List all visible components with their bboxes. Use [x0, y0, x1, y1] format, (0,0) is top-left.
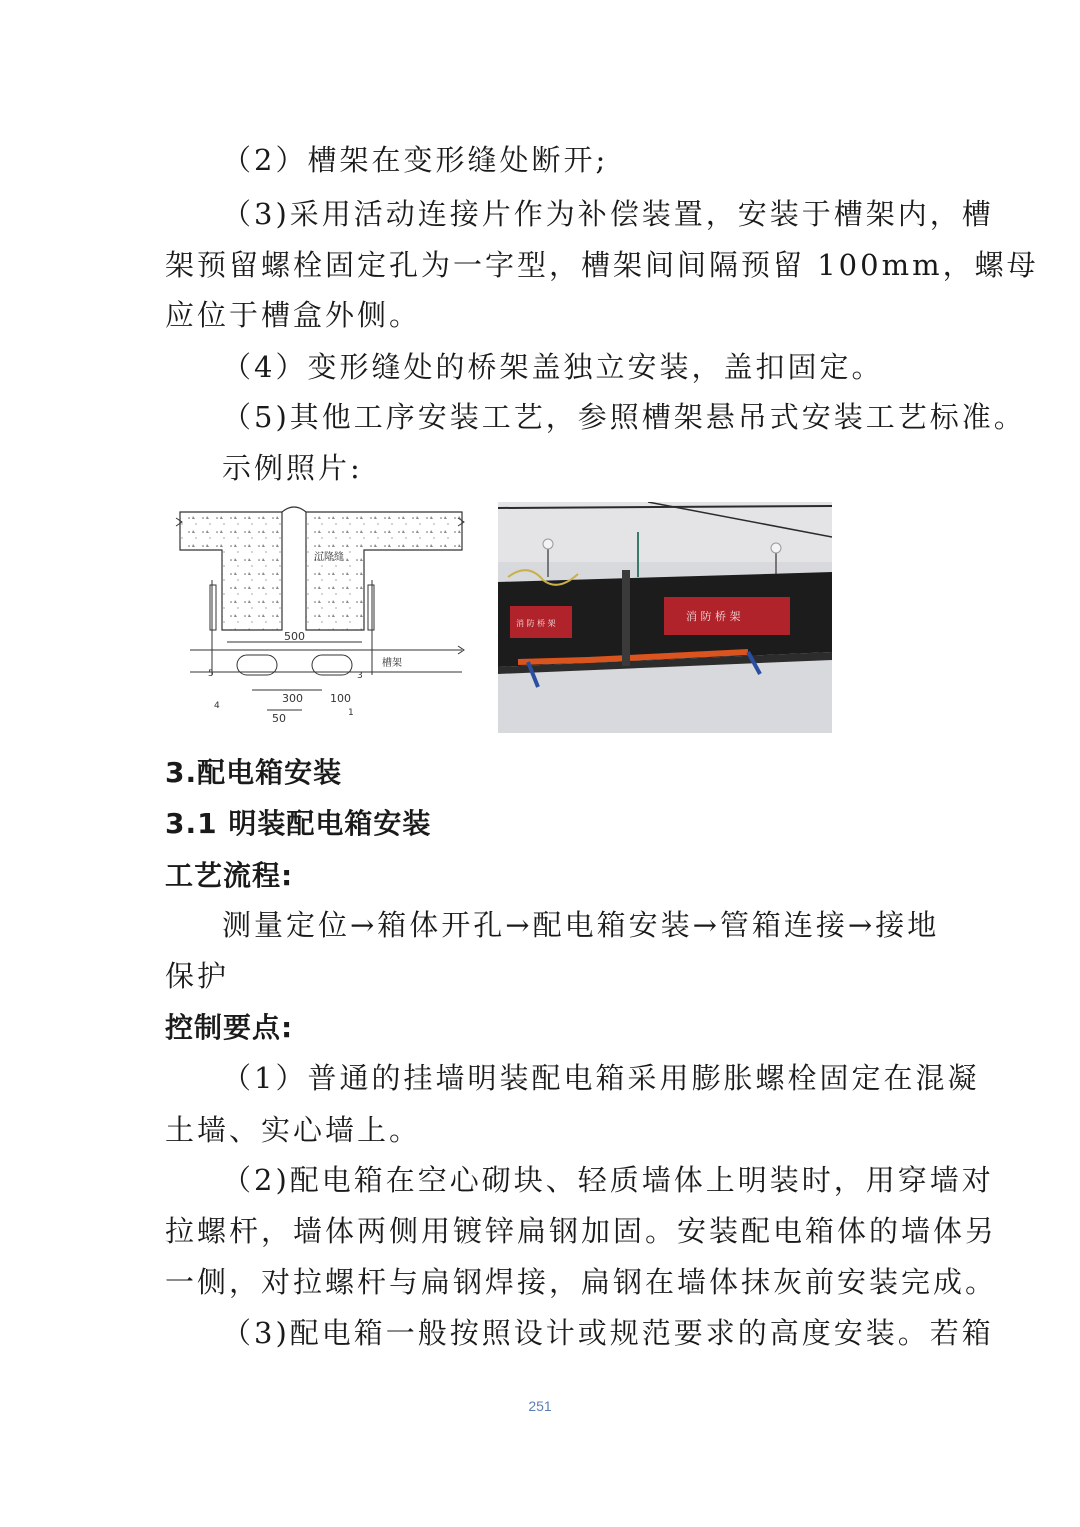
dim-100: 100	[330, 692, 351, 705]
point-3-line-1: （3)配电箱一般按照设计或规范要求的高度安装。若箱	[222, 1316, 994, 1350]
process-heading: 工艺流程:	[165, 859, 294, 892]
point-2-line-3: 一侧，对拉螺杆与扁钢焊接，扁钢在墙体抹灰前安装完成。	[165, 1265, 998, 1299]
joint-label: 沉降缝	[314, 552, 344, 563]
tray-label: 槽架	[382, 658, 402, 669]
point-2-line-2: 拉螺杆，墙体两侧用镀锌扁钢加固。安装配电箱体的墙体另	[165, 1214, 998, 1248]
control-points-heading: 控制要点:	[165, 1011, 294, 1044]
tray-label-right-text: 消 防 桥 架	[686, 610, 741, 623]
slab-left	[180, 512, 282, 630]
photo-svg	[498, 502, 832, 733]
expansion-joint-diagram	[172, 500, 472, 730]
page-number: 251	[528, 1398, 552, 1414]
callout-3: 3	[357, 671, 363, 681]
example-photos-label: 示例照片:	[222, 451, 363, 485]
paragraph-2-line-3: 应位于槽盒外侧。	[165, 298, 422, 332]
paragraph-2-line-2: 架预留螺栓固定孔为一字型，槽架间间隔预留 100mm，螺母	[165, 248, 1039, 282]
point-1-line-1: （1）普通的挂墙明装配电箱采用膨胀螺栓固定在混凝	[222, 1061, 980, 1095]
point-1-line-2: 土墙、实心墙上。	[165, 1113, 422, 1147]
example-photo	[498, 502, 832, 733]
paragraph-1: （2）槽架在变形缝处断开;	[222, 143, 609, 177]
section-heading-3-1: 3.1 明装配电箱安装	[165, 807, 432, 840]
dim-300: 300	[282, 692, 303, 705]
paragraph-2-line-1: （3)采用活动连接片作为补偿装置，安装于槽架内，槽	[222, 197, 994, 231]
paragraph-4: （5)其他工序安装工艺，参照槽架悬吊式安装工艺标准。	[222, 400, 1026, 434]
tray-label-left-text: 消 防 桥 架	[516, 619, 556, 628]
callout-1: 1	[348, 708, 354, 718]
process-line-2: 保护	[165, 959, 230, 993]
diagram-svg	[172, 500, 472, 730]
callout-5: 5	[208, 669, 214, 679]
section-heading-3: 3.配电箱安装	[165, 756, 343, 789]
callout-4: 4	[214, 701, 220, 711]
paragraph-3: （4）变形缝处的桥架盖独立安装，盖扣固定。	[222, 350, 884, 384]
dim-500: 500	[284, 630, 305, 643]
point-2-line-1: （2)配电箱在空心砌块、轻质墙体上明装时，用穿墙对	[222, 1163, 994, 1197]
process-line-1: 测量定位→箱体开孔→配电箱安装→管箱连接→接地	[222, 908, 940, 942]
slab-right	[306, 512, 462, 630]
dim-50: 50	[272, 712, 286, 725]
